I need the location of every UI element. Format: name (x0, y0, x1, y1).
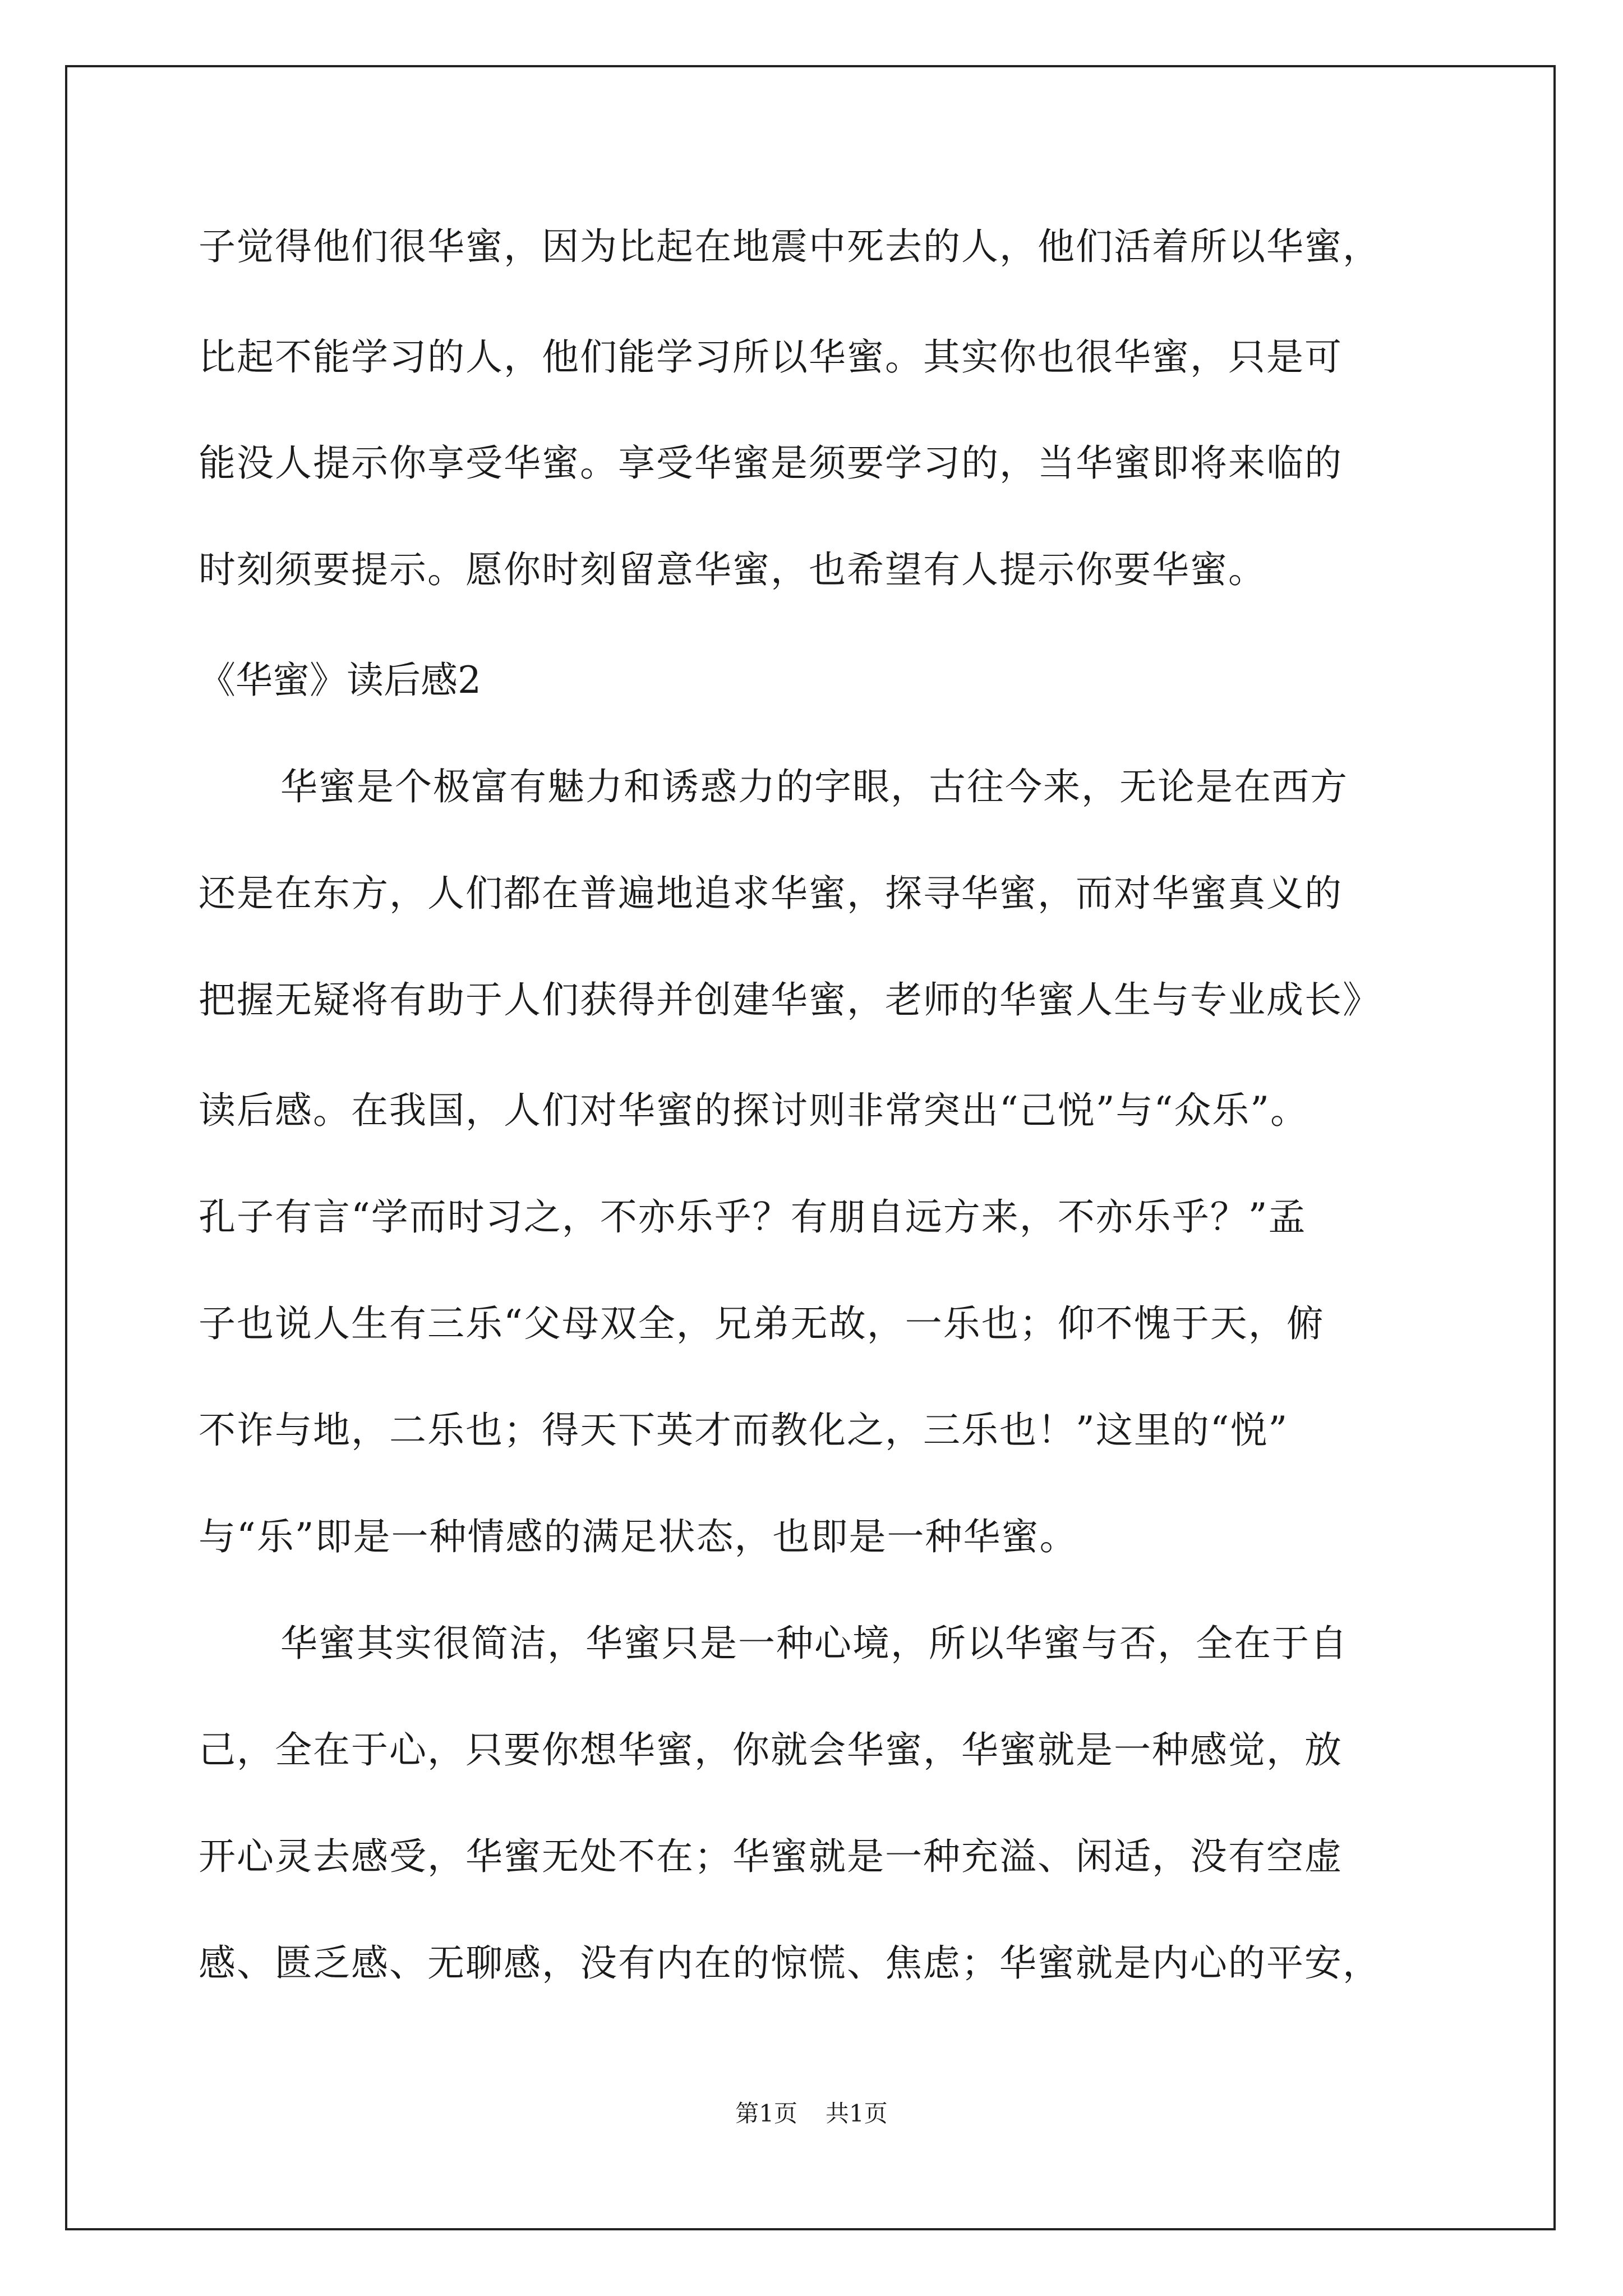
paragraph-line: 能没人提示你享受华蜜。享受华蜜是须要学习的，当华蜜即将来临的 (199, 441, 1343, 485)
page-total: 共1页 (826, 2100, 888, 2127)
paragraph-line: 比起不能学习的人，他们能学习所以华蜜。其实你也很华蜜，只是可 (199, 335, 1343, 379)
paragraph-line: 开心灵去感受，华蜜无处不在；华蜜就是一种充溢、闲适，没有空虚 (199, 1835, 1343, 1878)
paragraph-line: 感、匮乏感、无聊感，没有内在的惊慌、焦虑；华蜜就是内心的平安， (199, 1941, 1381, 1985)
paragraph-line: 孔子有言“学而时习之，不亦乐乎？有朋自远方来，不亦乐乎？”孟 (199, 1195, 1307, 1239)
paragraph-line: 时刻须要提示。愿你时刻留意华蜜，也希望有人提示你要华蜜。 (199, 548, 1266, 591)
paragraph-line: 华蜜是个极富有魅力和诱惑力的字眼，古往今来，无论是在西方 (280, 765, 1348, 808)
paragraph-line: 己，全在于心，只要你想华蜜，你就会华蜜，华蜜就是一种感觉，放 (199, 1728, 1343, 1772)
paragraph-line: 华蜜其实很简洁，华蜜只是一种心境，所以华蜜与否，全在于自 (280, 1622, 1348, 1665)
paragraph-line: 把握无疑将有助于人们获得并创建华蜜，老师的华蜜人生与专业成长》 (199, 978, 1381, 1022)
paragraph-line: 子也说人生有三乐“父母双全，兄弟无故，一乐也；仰不愧于天，俯 (199, 1302, 1325, 1345)
page-number: 第1页 (735, 2100, 797, 2127)
paragraph-line: 与“乐”即是一种情感的满足状态，也即是一种华蜜。 (199, 1515, 1078, 1558)
paragraph-line: 读后感。在我国，人们对华蜜的探讨则非常突出“己悦”与“众乐”。 (199, 1089, 1308, 1132)
paragraph-line: 不诈与地，二乐也；得天下英才而教化之，三乐也！”这里的“悦” (199, 1409, 1289, 1452)
page-footer (0, 2098, 1623, 2129)
paragraph-line: 还是在东方，人们都在普遍地追求华蜜，探寻华蜜，而对华蜜真义的 (199, 872, 1343, 915)
paragraph-line: 子觉得他们很华蜜，因为比起在地震中死去的人，他们活着所以华蜜， (199, 225, 1381, 268)
section-heading: 《华蜜》读后感2 (199, 659, 481, 702)
